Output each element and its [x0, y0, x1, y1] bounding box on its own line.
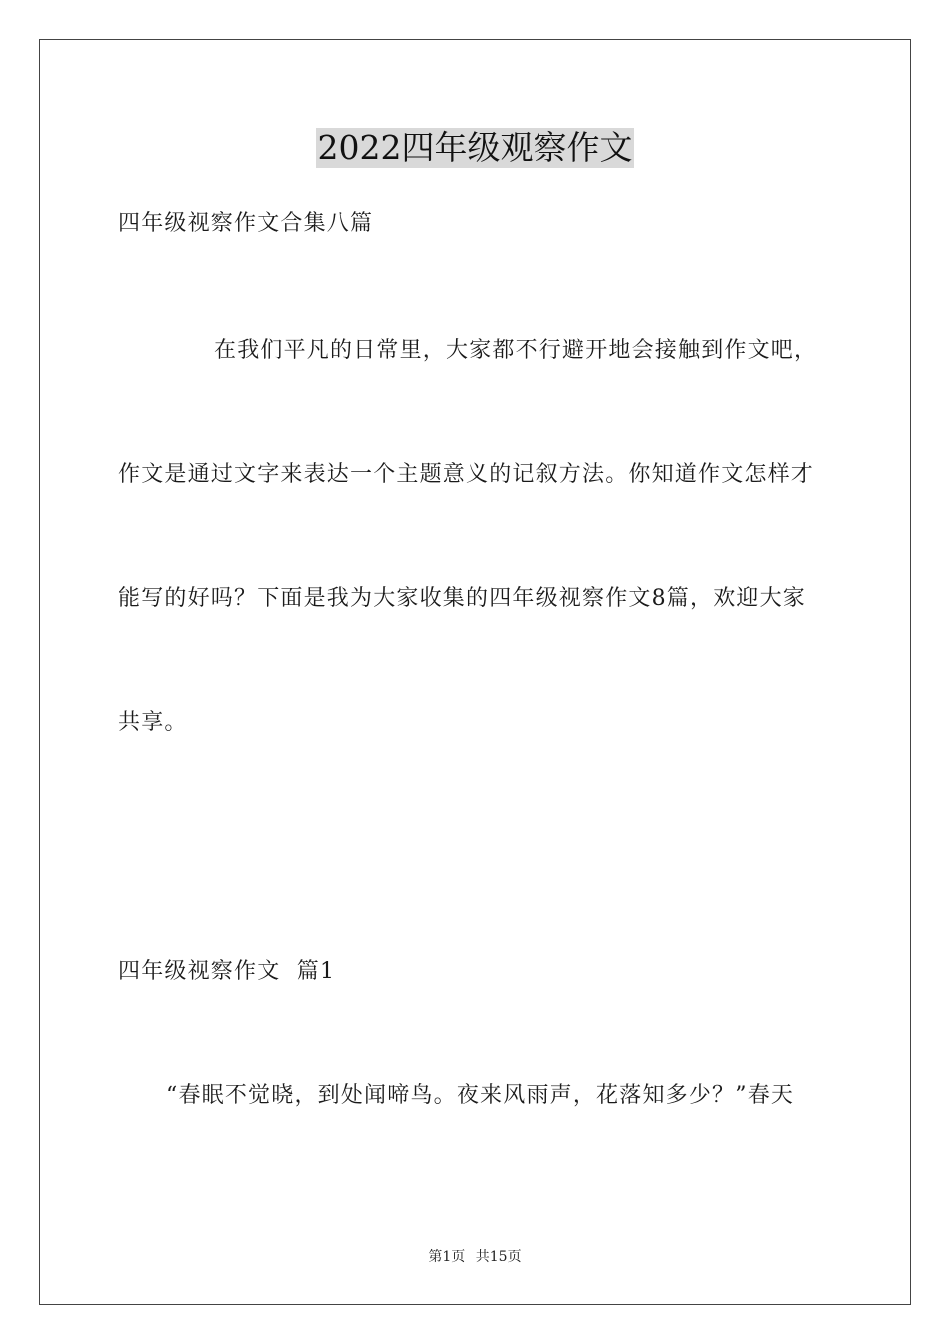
section-heading-1: 四年级视察作文 篇1: [118, 959, 336, 984]
intro-line-1: 在我们平凡的日常里，大家都不行避开地会接触到作文吧，: [214, 338, 818, 363]
intro-line-3: 能写的好吗？下面是我为大家收集的四年级视察作文8篇，欢迎大家: [118, 586, 806, 611]
section1-line-1: “春眠不觉晓，到处闻啼鸟。夜来风雨声，花落知多少？”春天: [166, 1083, 795, 1108]
intro-line-4: 共享。: [118, 710, 188, 735]
document-title: 2022四年级观察作文: [317, 128, 633, 167]
document-subtitle: 四年级视察作文合集八篇: [118, 211, 374, 236]
intro-line-2: 作文是通过文字来表达一个主题意义的记叙方法。你知道作文怎样才: [118, 462, 815, 487]
page-total: 共15页: [475, 1249, 522, 1265]
page-number: 第1页: [428, 1249, 466, 1265]
page-footer: [0, 1248, 950, 1266]
title-container: [0, 128, 950, 168]
